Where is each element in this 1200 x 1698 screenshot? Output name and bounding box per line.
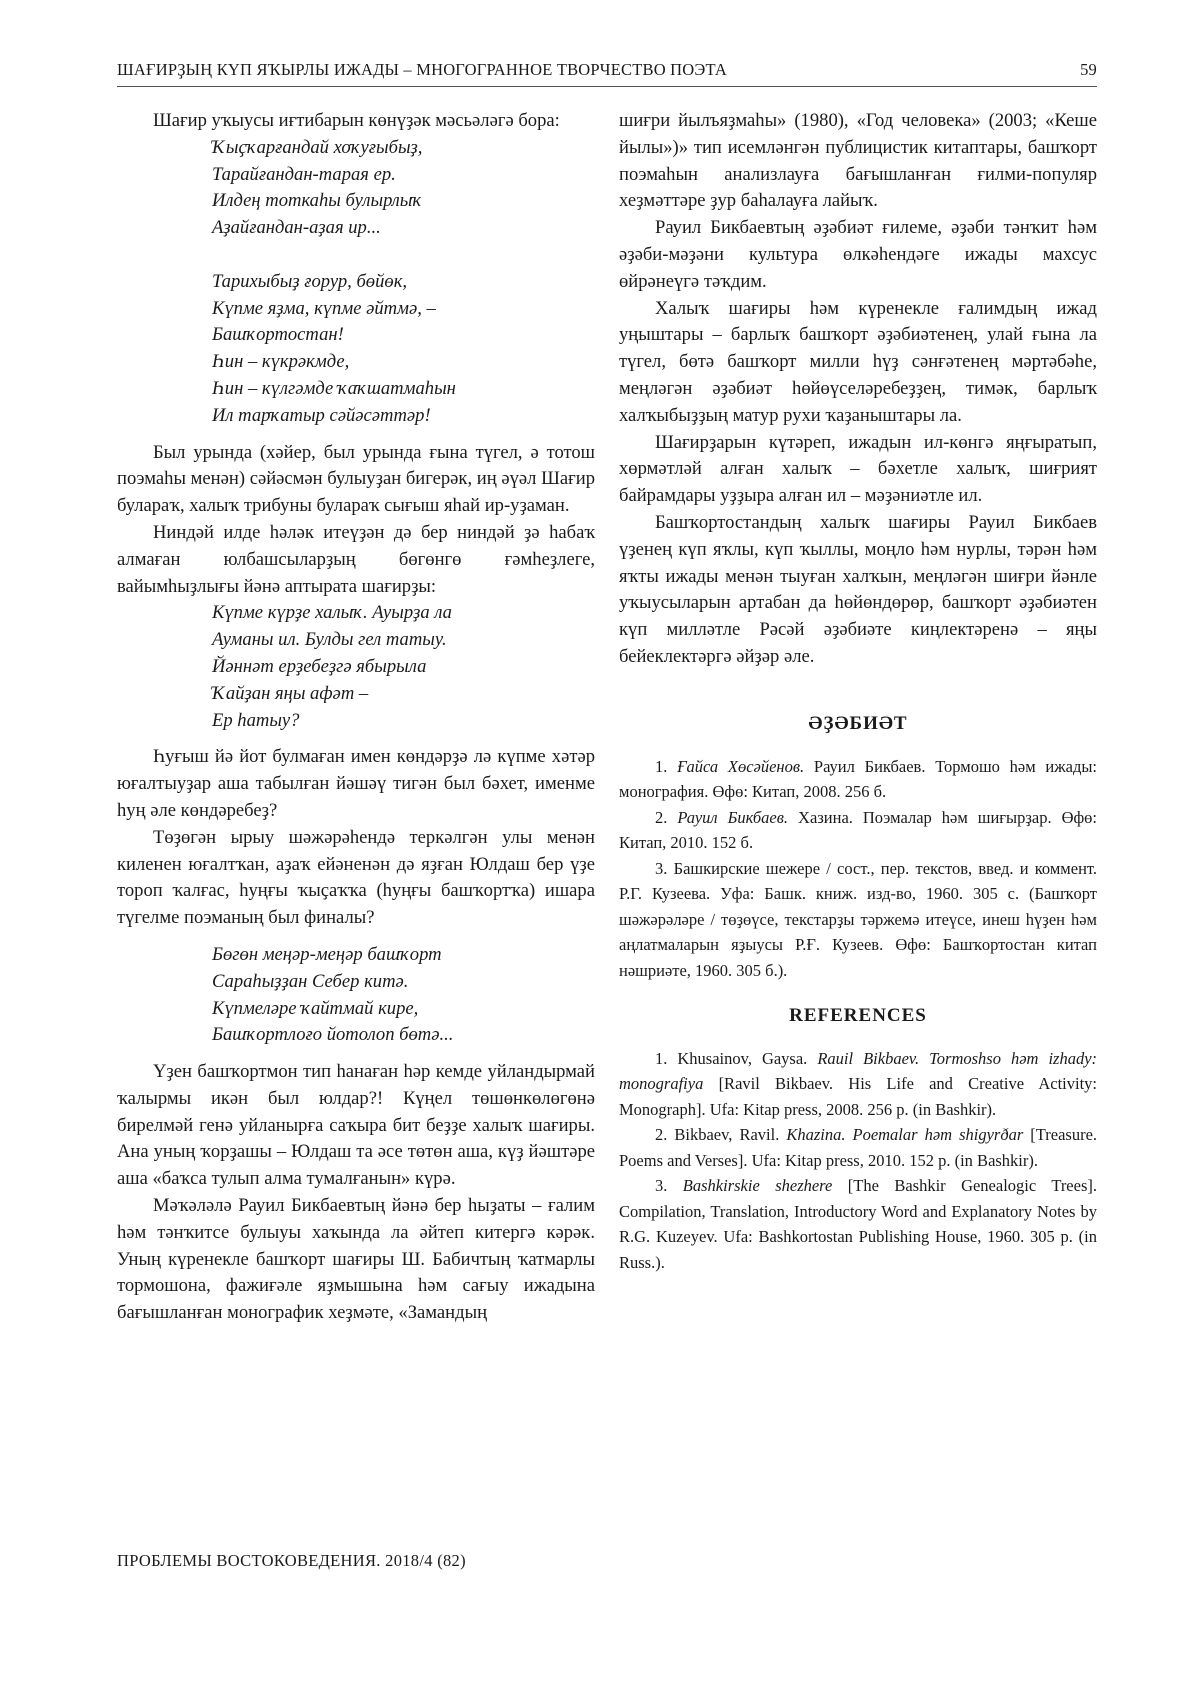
reference-number: 1. — [655, 1048, 668, 1068]
paragraph: Мәҡәләлә Рауил Бикбаевтың йәнә бер һыҙаты – ғалим һәм тәнҡитсе булыуы хаҡында ла әйтеп китергә кәрәк. Уның күренекле башҡорт шағиры Ш. Бабичтың ҡатмарлы тормошона, фажиғәле яҙмышына һәм сағыу ижадына бағышланған монографик хеҙмәте, «Замандың — [117, 1195, 595, 1324]
verse-line: Ер һатыу? — [212, 709, 300, 731]
paragraph: шиғри йылъяҙмаһы» (1980), «Год человека» (2003; «Кеше йылы»)» тип исемләнгән публицистик китаптары, башҡорт поэмаһын анализлауға бағышланған ғилми-популяр хеҙмәттәре ҙур баһалауға лайыҡ. — [619, 110, 1097, 212]
page-number: 59 — [1080, 60, 1097, 79]
reference-item — [619, 1046, 1097, 1123]
reference-item — [619, 1122, 1097, 1173]
paragraph: Ниндәй илде һәләк итеүҙән дә бер ниндәй ҙә һабаҡ алмаған юлбашсыларҙың бөгөнгө ғәмһеҙлеге, вайымһыҙлығы йәнә аптырата шағирҙы: — [117, 521, 595, 597]
reference-number: 2. — [655, 1125, 668, 1145]
paragraph: Үҙен башҡортмон тип һанаған һәр кемде уйландырмай ҡалырмы икән был юлдар?! Күңел төшөнкөлөгөнә бирелмәй генә уйланырға саҡыра бит беҙҙе халыҡ шағиры. Ана уның ҡорҙашы – Юлдаш та әсе төтөн аша, күҙ йәштәре аша «баҡса тулып алма тумалғанын» күрә. — [117, 1061, 595, 1190]
reference-number: 1. — [655, 756, 668, 776]
paragraph: Халыҡ шағиры һәм күренекле ғалимдың ижад уңыштары – барлыҡ башҡорт әҙәбиәтенең, улай ғына ла түгел, бөтә башҡорт милли һүҙ сәнғәтенең мәртәбәһе, меңләгән әҙәбиәт һөйөүселәребеҙҙең, тимәк, барлыҡ халҡыбыҙҙың матур рухи ҡаҙаныштары ла. — [619, 297, 1097, 426]
reference-item — [619, 856, 1097, 984]
verse-line: Илдең тоткаһы булырлыҡ — [212, 190, 423, 212]
reference-item — [619, 805, 1097, 856]
reference-text: Башкирские шежере / сост., пер. текстов, введ. и коммент. Р.Г. Кузеева. Уфа: Башк. книж. изд-во, 1960. 305 с. (Башҡорт шәжәрәләре / төҙөүсе, текстарҙы тәржемә итеүсе, инеш һүҙен һәм аңлатмаларын яҙыусы Р.Ғ. Кузеев. Өфө: Башҡортостан китап нәшриәте, 1960. 305 б.). — [619, 858, 1097, 980]
verse-line: Башҡортостан! — [212, 324, 344, 346]
verse-line: Күпме яҙма, күпме әйтмә, – — [212, 297, 436, 319]
verse-line: Йәннәт ерҙебеҙгә ябырыла — [212, 655, 427, 677]
references-heading-english: REFERENCES — [789, 1005, 927, 1027]
verse-line: Ҡыҫҡарғандай хоҡуғыбыҙ, — [212, 136, 423, 158]
paragraph: Шағирҙарын күтәреп, ижадын ил-көнгә яңғыратып, хөрмәтләй алған халыҡ – бәхетле халыҡ, шиғрият байрамдары уҙҙыра алған ил – мәҙәниәтле ил. — [619, 431, 1097, 507]
reference-item — [619, 754, 1097, 805]
references-heading-bashkir: ӘҘӘБИӘТ — [808, 712, 908, 734]
reference-number: 3. — [655, 858, 668, 878]
reference-author: Khusainov, Gaysa. — [677, 1048, 808, 1068]
verse-line: Аҙайғандан-аҙая ир... — [212, 217, 381, 239]
reference-author: Ғайса Хөсәйенов. — [677, 756, 805, 776]
verse-line: Күпме күрҙе халыҡ. Ауырҙа ла — [212, 602, 452, 624]
reference-title: Rauil Bikbaev. Tormoshso həm izhady: monografiya — [619, 1048, 1098, 1094]
running-head-title: ШАҒИРҘЫҢ КҮП ЯҠЫРЛЫ ИЖАДЫ – МНОГОГРАННОЕ ТВОРЧЕСТВО ПОЭТА — [117, 60, 728, 79]
reference-title: Khazina. Poemalar həm shigyrðar — [786, 1125, 1024, 1145]
reference-text: Хазина. Поэмалар һәм шиғырҙар. Өфө: Китап, 2010. 152 б. — [619, 807, 1098, 853]
paragraph: Рауил Бикбаевтың әҙәбиәт ғилеме, әҙәби тәнҡит һәм әҙәби-мәҙәни культура өлкәһендәге ижады махсус өйрәнеүгә тәҡдим. — [619, 217, 1097, 292]
reference-number: 2. — [655, 807, 668, 827]
left-column — [117, 108, 595, 1327]
reference-text: [Ravil Bikbaev. His Life and Creative Activity: Monograph]. Ufa: Kitap press, 2008. 256 p. (in Bashkir). — [619, 1074, 1097, 1119]
reference-list-bashkir — [619, 754, 1097, 984]
reference-text: [The Bashkir Genealogic Trees]. Compilation, Translation, Introductory Word and Explanatory Notes by R.G. Kuzeyev. Ufa: Bashkortostan Publishing House, 1960. 305 p. (in Russ.). — [619, 1176, 1097, 1272]
paragraph: Шағир уҡыусы иғтибарын көнүҙәк мәсьәләгә бора: — [153, 110, 560, 131]
reference-text: Рауил Бикбаев. Тормошо һәм ижады: монография. Өфө: Китап, 2008. 256 б. — [619, 756, 1098, 802]
reference-list-english — [619, 1046, 1097, 1276]
reference-author: Рауил Бикбаев. — [677, 807, 789, 827]
verse-line: Ил тарҡатыр сәйәсәттәр! — [212, 404, 431, 426]
paragraph: Башҡортостандың халыҡ шағиры Рауил Бикбаев үҙенең күп яҡлы, күп ҡыллы, моңло һәм нурлы, тәрән һәм яҡты ижады менән тыуған халҡын, меңләгән шиғри йәнле уҡыусыларын артабан да һөйөндөрөр, башҡорт әҙәбиәтен күп милләтле Рәсәй әҙәбиәте киңлектәренә – яңы бейеклектәргә әйҙәр әле. — [619, 511, 1097, 667]
verse-line: Һин – күкрәкмде, — [212, 351, 350, 373]
right-column — [619, 108, 1097, 1275]
paragraph: Һуғыш йә йот булмаған имен көндәрҙә лә күпме хәтәр юғалтыуҙар аша табылған йәшәү тигән был бәхет, именме һуң әле көндәребеҙ? — [117, 746, 595, 821]
verse-line: Сараһыҙҙан Себер китә. — [212, 970, 409, 992]
verse-line: Ҡайҙан яңы афәт – — [212, 682, 369, 704]
paragraph: Был урында (хәйер, был урында ғына түгел, ә тотош поэмаһы менән) сәйәсмән булыуҙан бигерәк, иң әүәл Шағир булараҡ, халыҡ трибуны булараҡ сығыш яһай ир-уҙаман. — [117, 441, 595, 517]
verse-line: Тарайғандан-тарая ер. — [212, 163, 396, 185]
verse-block-1 — [212, 135, 595, 430]
journal-footer: ПРОБЛЕМЫ ВОСТОКОВЕДЕНИЯ. 2018/4 (82) — [117, 1551, 466, 1570]
verse-line: Башҡортлоғо йотолоп бөтә... — [212, 1024, 454, 1046]
verse-line: Ауманы ил. Булды гел татыу. — [212, 629, 447, 651]
verse-line: Тарихыбыҙ ғорур, бөйөк, — [212, 270, 408, 292]
reference-number: 3. — [655, 1176, 668, 1196]
paragraph: Төҙөгән ырыу шәжәрәһендә теркәлгән улы менән киленен юғалтҡан, аҙаҡ ейәненән дә яҙған Юлдаш бер үҙе тороп ҡалғас, һуңғы ҡыҫаҡҡа (һуңғы башҡортҡа) ишара түгелме поэманың был финалы? — [117, 826, 595, 929]
verse-line: Күпмеләре ҡайтмай кире, — [212, 997, 419, 1019]
verse-block-2 — [212, 600, 595, 734]
stanza-gap — [212, 242, 595, 269]
reference-author: Bikbaev, Ravil. — [674, 1125, 780, 1145]
verse-line: Бөгөн меңәр-меңәр башҡорт — [212, 943, 442, 965]
reference-title: Bashkirskie shezhere — [682, 1176, 833, 1196]
reference-text: [Treasure. Poems and Verses]. Ufa: Kitap press, 2010. 152 p. (in Bashkir). — [619, 1125, 1098, 1170]
reference-item — [619, 1173, 1097, 1275]
verse-line: Һин – күлгәмде ҡаҡшатмаһын — [212, 377, 456, 399]
running-head — [117, 60, 1097, 87]
verse-block-3 — [212, 942, 595, 1049]
